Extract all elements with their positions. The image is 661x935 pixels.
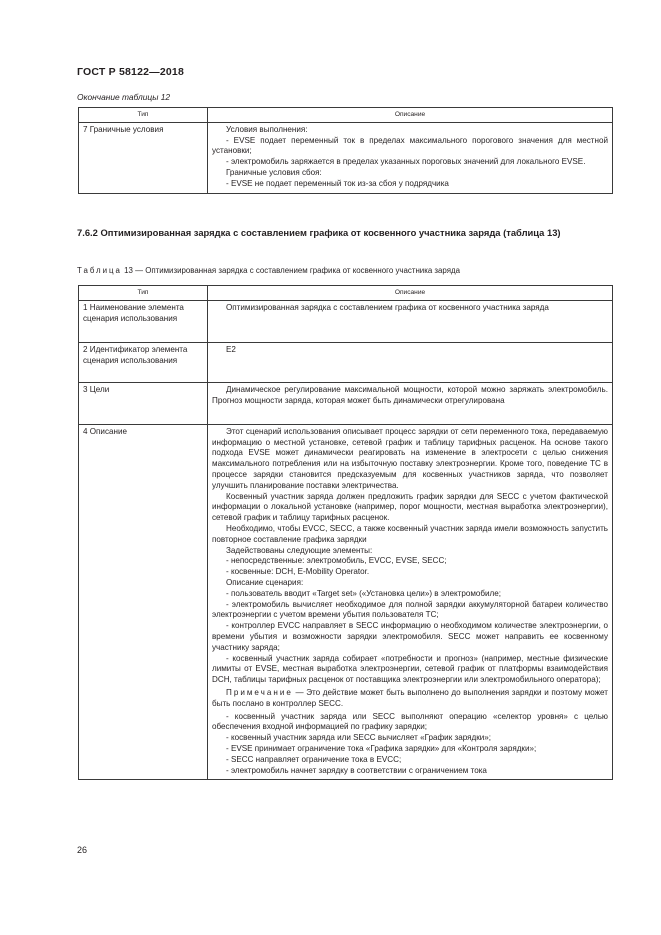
table13-row-type: 1 Наименование элемента сценария использования <box>79 300 208 342</box>
table-13 <box>78 285 613 780</box>
table13-row4-description <box>208 424 613 780</box>
table13-caption-label: Таблица <box>77 266 122 275</box>
paragraph: - контроллер EVCC направляет в SECC информацию о необходимом количестве электроэнергии, о времени убытия и возможности зарядки электромобиля. SECC может направить ее косвенному участнику заряда; <box>212 621 608 652</box>
table12-row7-type: 7 Граничные условия <box>79 122 208 193</box>
table12-row7-description <box>208 122 613 193</box>
table-row <box>79 122 613 193</box>
note <box>212 688 608 710</box>
table13-row-description <box>208 300 613 342</box>
paragraph: Этот сценарий использования описывает процесс зарядки от сети переменного тока, передаваемую информацию о местной установке, сетевой график и таблицу тарифных расценок. На основе такого подхода EVSE может динамически реагировать на изменение в электросети с целью снижения максимального потребления или на избыточную поставку электроэнергии. Кроме того, поведение ТС в процессе зарядки становится предсказуемым для косвенных участников заряда, что позволяет улучшить планирование поставки электричества. <box>212 426 608 490</box>
table13-row4-type: 4 Описание <box>79 424 208 780</box>
table-row <box>79 424 613 780</box>
table13-row-type: 2 Идентификатор элемента сценария использования <box>79 342 208 382</box>
table13-row-description <box>208 342 613 382</box>
paragraph: Задействованы следующие элементы: <box>226 545 373 555</box>
page-number: 26 <box>77 845 88 855</box>
text-line: Условия выполнения: <box>226 124 308 134</box>
table-row <box>79 342 613 382</box>
section-heading: 7.6.2 Оптимизированная зарядка с составлением графика от косвенного участника заряда (таблица 13) <box>77 227 561 238</box>
text-line: - EVSE подает переменный ток в пределах максимального порогового значения для местной установки; <box>212 135 608 156</box>
table12-continuation-label: Окончание таблицы 12 <box>77 92 171 102</box>
text-line: E2 <box>226 344 236 354</box>
paragraph: - пользователь вводит «Target set» («Установка цели») в электромобиле; <box>226 588 502 598</box>
table13-row-type: 3 Цели <box>79 382 208 424</box>
paragraph: - косвенный участник заряда собирает «потребности и прогноз» (например, местные физические лимиты от EVSE, местная выработка электроэнергии, сетевой график от платформы взаимодействия DCH, таблицы тарифных расценок от поставщика электроэнергии или электромобильного оператора); <box>212 653 608 685</box>
text-line: Оптимизированная зарядка с составлением графика от косвенного участника заряда <box>226 302 549 312</box>
paragraph: Необходимо, чтобы EVCC, SECC, а также косвенный участник заряда имели возможность запустить повторное составление графика зарядки <box>212 523 608 544</box>
paragraph: - косвенные: DCH, E-Mobility Operator. <box>226 567 370 577</box>
paragraph: - косвенный участник заряда или SECC выполняют операцию «селектор уровня» с целью обеспечения входной информацией по графику зарядки; <box>212 711 608 732</box>
table12-header-description: Описание <box>208 108 613 123</box>
table-row <box>79 300 613 342</box>
table-12 <box>78 107 613 194</box>
paragraph: - EVSE принимает ограничение тока «Графика зарядки» для «Контроля зарядки»; <box>226 743 537 753</box>
text-line: - EVSE не подает переменный ток из-за сбоя у подрядчика <box>226 178 449 188</box>
paragraph: Описание сценария: <box>226 577 304 587</box>
paragraph: Косвенный участник заряда должен предложить график зарядки для SECC с учетом фактической информации о локальной установке (например, порог мощности, местная выработка электроэнергии), сетевой график и таблицу тарифных расценок. <box>212 491 608 523</box>
paragraph: - косвенный участник заряда или SECC вычисляет «График зарядки»; <box>226 733 492 743</box>
text-line: Динамическое регулирование максимальной мощности, которой можно заряжать электромобиль. Прогноз мощности заряда, которая может быть динамически отрегулирована <box>212 384 608 405</box>
paragraph: - непосредственные: электромобиль, EVCC, EVSE, SECC; <box>226 556 447 566</box>
table13-header-type: Тип <box>79 286 208 301</box>
table13-caption <box>77 266 460 275</box>
table12-header-type: Тип <box>79 108 208 123</box>
paragraph: - электромобиль вычисляет необходимое для полной зарядки аккумуляторной батареи количество электроэнергии с учетом времени убытия пользователя ТС; <box>212 599 608 620</box>
note-text: — Это действие может быть выполнено до выполнения зарядки и поэтому может быть послано в контроллер SECC. <box>212 687 608 708</box>
text-line: Граничные условия сбоя: <box>226 167 322 177</box>
paragraph: - SECC направляет ограничение тока в EVCC; <box>226 754 402 764</box>
table13-header-description: Описание <box>208 286 613 301</box>
note-label: Примечание <box>226 687 293 697</box>
table13-row-description <box>208 382 613 424</box>
standard-number: ГОСТ Р 58122—2018 <box>77 66 185 78</box>
paragraph: - электромобиль начнет зарядку в соответствии с ограничением тока <box>226 765 487 775</box>
table13-caption-text: 13 — Оптимизированная зарядка с составлением графика от косвенного участника заряда <box>121 266 460 275</box>
text-line: - электромобиль заряжается в пределах указанных пороговых значений для локального EVSE. <box>226 157 586 167</box>
table-row <box>79 382 613 424</box>
